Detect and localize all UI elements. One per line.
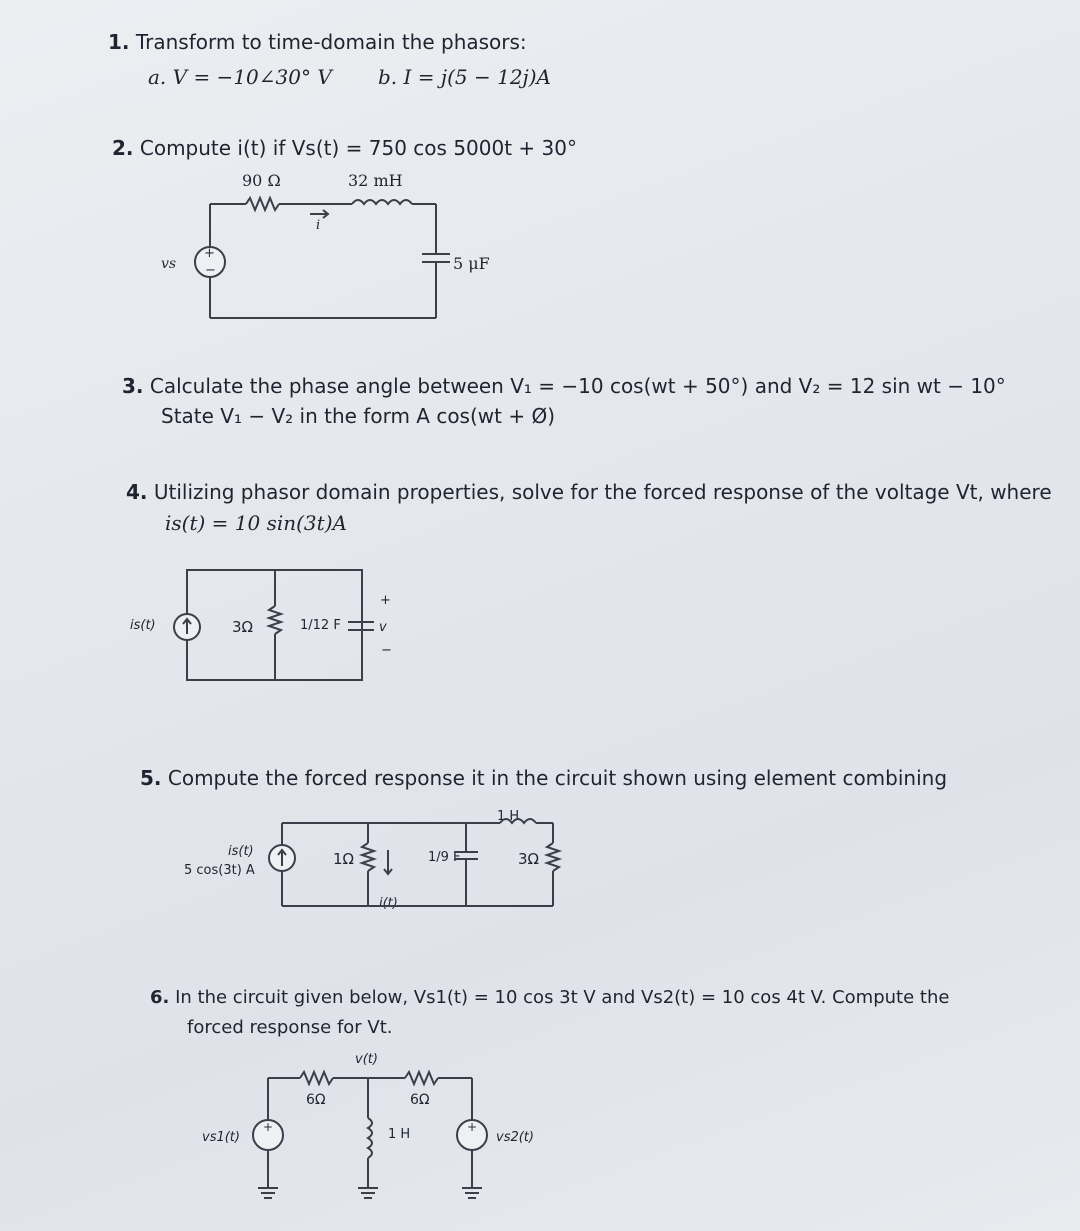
question-2-number: 2. [112,136,134,160]
question-5-number: 5. [140,766,162,790]
q2-resistor-label: 90 Ω [242,171,281,190]
q4-resistor-label: 3Ω [232,618,254,636]
question-3-line-2: State V₁ − V₂ in the form A cos(wt + Ø) [161,404,555,428]
svg-text:−: − [205,263,216,278]
q5-capacitor-label: 1/9 F [428,850,461,865]
svg-text:+: + [204,246,215,261]
question-4-number: 4. [126,480,148,504]
question-5-text: Compute the forced response it in the circuit shown using element combining [167,766,948,790]
q4-source-label: is(t) [130,618,156,633]
question-1-number: 1. [108,30,130,54]
q6-source-1-label: vs1(t) [202,1130,240,1145]
question-3-number: 3. [122,374,144,398]
question-6-number: 6. [150,987,170,1008]
q6-inductor-label: 1 H [388,1127,411,1142]
q2-source-label: vs [161,256,177,272]
q4-plus-label: + [380,593,391,608]
q6-resistor-2 [405,1072,438,1084]
q2-current-label: i [316,218,321,233]
question-1-part-b: b. I = j(5 − 12j)A [378,65,551,89]
q5-resistor-1-label: 1Ω [333,850,355,868]
question-2-text: Compute i(t) if Vs(t) = 750 cos 5000t + 30° [139,136,577,160]
q6-inductor [368,1118,372,1158]
question-1-part-a: a. V = −10∠30° V [148,65,332,89]
q6-resistor-1 [300,1072,333,1084]
q4-capacitor-label: 1/12 F [300,618,341,633]
question-6-line-1: In the circuit given below, Vs1(t) = 10 cos 3t V and Vs2(t) = 10 cos 4t V. Compute the [175,987,950,1008]
svg-text:+: + [467,1120,478,1134]
q4-voltage-label: v [379,620,387,635]
q5-inductor-label: 1 H [497,809,520,824]
q4-minus-label: − [381,643,392,658]
question-3-line-1: Calculate the phase angle between V₁ = −10 cos(wt + 50°) and V₂ = 12 sin wt − 10° [149,374,1006,398]
q5-source-value: 5 cos(3t) A [184,863,255,878]
question-1-text: Transform to time-domain the phasors: [135,30,527,54]
question-6-line-2: forced response for Vt. [187,1017,393,1038]
q5-resistor-2-label: 3Ω [518,850,540,868]
svg-text:+: + [263,1120,274,1134]
q6-source-2-label: vs2(t) [496,1130,534,1145]
q6-vt-label: v(t) [355,1052,378,1067]
q6-resistor-2-label: 6Ω [410,1092,430,1108]
q5-current-label: i(t). [379,896,402,911]
q6-resistor-1-label: 6Ω [306,1092,326,1108]
question-4-line-1: Utilizing phasor domain properties, solve for the forced response of the voltage Vt, where [153,480,1052,504]
question-4-line-2: is(t) = 10 sin(3t)A [165,511,347,535]
q2-inductor-label: 32 mH [348,171,403,190]
q5-source-label: is(t) [228,844,254,859]
q2-capacitor-label: 5 μF [453,254,490,273]
